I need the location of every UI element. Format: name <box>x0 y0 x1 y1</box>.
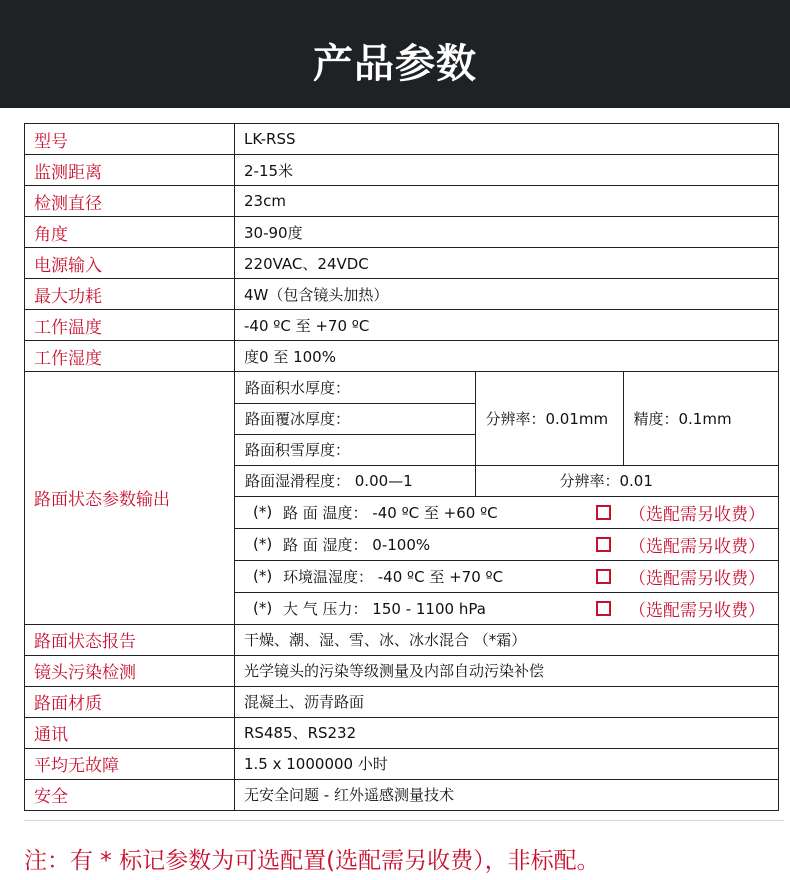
option-note: （选配需另收费） <box>629 600 765 621</box>
precision-cell: 精度：0.1mm <box>623 372 779 465</box>
option-row <box>235 560 779 592</box>
table-row <box>25 655 779 686</box>
row-label: 通讯 <box>25 717 235 748</box>
road-state-subtable <box>235 372 779 624</box>
footer-note: 注：有 * 标记参数为可选配置(选配需另收费），非标配。 <box>24 848 600 874</box>
option-marker: (*) <box>253 535 273 553</box>
divider <box>24 820 784 821</box>
row-label: 工作湿度 <box>25 341 235 372</box>
row-label: 平均无故障 <box>25 748 235 779</box>
row-value: 无安全问题 - 红外遥感测量技术 <box>235 779 779 810</box>
table-row <box>25 686 779 717</box>
table-row <box>25 279 779 310</box>
row-value: -40 ºC 至 +70 ºC <box>235 310 779 341</box>
row-value: 23cm <box>235 186 779 217</box>
row-value: 混凝土、沥青路面 <box>235 686 779 717</box>
option-marker: (*) <box>253 567 273 585</box>
checkbox-icon[interactable] <box>596 505 611 520</box>
header-banner <box>0 0 790 108</box>
resolution-cell: 分辨率：0.01mm <box>475 372 623 465</box>
option-row <box>235 528 779 560</box>
row-value: 4W（包含镜头加热） <box>235 279 779 310</box>
option-row <box>235 496 779 528</box>
option-note: （选配需另收费） <box>629 568 765 589</box>
option-marker: (*) <box>253 599 273 617</box>
option-text: 路 面 温度： -40 ºC 至 +60 ºC <box>283 503 498 522</box>
row-label: 路面状态报告 <box>25 624 235 655</box>
option-text: 路 面 湿度： 0-100% <box>283 535 431 554</box>
table-row <box>25 341 779 372</box>
table-row <box>25 748 779 779</box>
row-label: 电源输入 <box>25 248 235 279</box>
option-text: 环境温湿度： -40 ºC 至 +70 ºC <box>283 567 504 586</box>
row-label: 监测距离 <box>25 155 235 186</box>
table-row <box>25 624 779 655</box>
row-label: 工作温度 <box>25 310 235 341</box>
checkbox-icon[interactable] <box>596 601 611 616</box>
row-value: LK-RSS <box>235 124 779 155</box>
table-row <box>25 717 779 748</box>
row-value: 度0 至 100% <box>235 341 779 372</box>
row-label: 角度 <box>25 217 235 248</box>
row-value: 2-15米 <box>235 155 779 186</box>
thickness-ice: 路面覆冰厚度： <box>235 403 475 434</box>
row-label: 镜头污染检测 <box>25 655 235 686</box>
road-state-cell <box>235 372 779 625</box>
thickness-water: 路面积水厚度： <box>235 372 475 403</box>
table-row <box>25 310 779 341</box>
option-text: 大 气 压力： 150 - 1100 hPa <box>283 599 486 618</box>
table-row <box>25 779 779 810</box>
slippery-cell: 路面湿滑程度： 0.00—1 <box>235 465 475 496</box>
option-note: （选配需另收费） <box>629 504 765 525</box>
row-value: 光学镜头的污染等级测量及内部自动污染补偿 <box>235 655 779 686</box>
slippery-resolution: 分辨率：0.01 <box>475 465 779 496</box>
row-label: 路面状态参数输出 <box>25 372 235 625</box>
table-row <box>25 124 779 155</box>
checkbox-icon[interactable] <box>596 569 611 584</box>
row-label: 最大功耗 <box>25 279 235 310</box>
row-value: 220VAC、24VDC <box>235 248 779 279</box>
option-marker: (*) <box>253 503 273 521</box>
table-row <box>25 155 779 186</box>
row-label: 路面材质 <box>25 686 235 717</box>
page-title: 产品参数 <box>313 40 477 87</box>
row-value: 30-90度 <box>235 217 779 248</box>
checkbox-icon[interactable] <box>596 537 611 552</box>
row-label: 型号 <box>25 124 235 155</box>
option-note: （选配需另收费） <box>629 536 765 557</box>
row-value: RS485、RS232 <box>235 717 779 748</box>
table-row-road-state <box>25 372 779 625</box>
row-value: 干燥、潮、湿、雪、冰、冰水混合 （*霜） <box>235 624 779 655</box>
row-label: 安全 <box>25 779 235 810</box>
table-row <box>25 186 779 217</box>
spec-table <box>24 123 779 811</box>
table-row <box>25 217 779 248</box>
option-row <box>235 592 779 624</box>
table-row <box>25 248 779 279</box>
row-label: 检测直径 <box>25 186 235 217</box>
thickness-snow: 路面积雪厚度： <box>235 434 475 465</box>
row-value: 1.5 x 1000000 小时 <box>235 748 779 779</box>
